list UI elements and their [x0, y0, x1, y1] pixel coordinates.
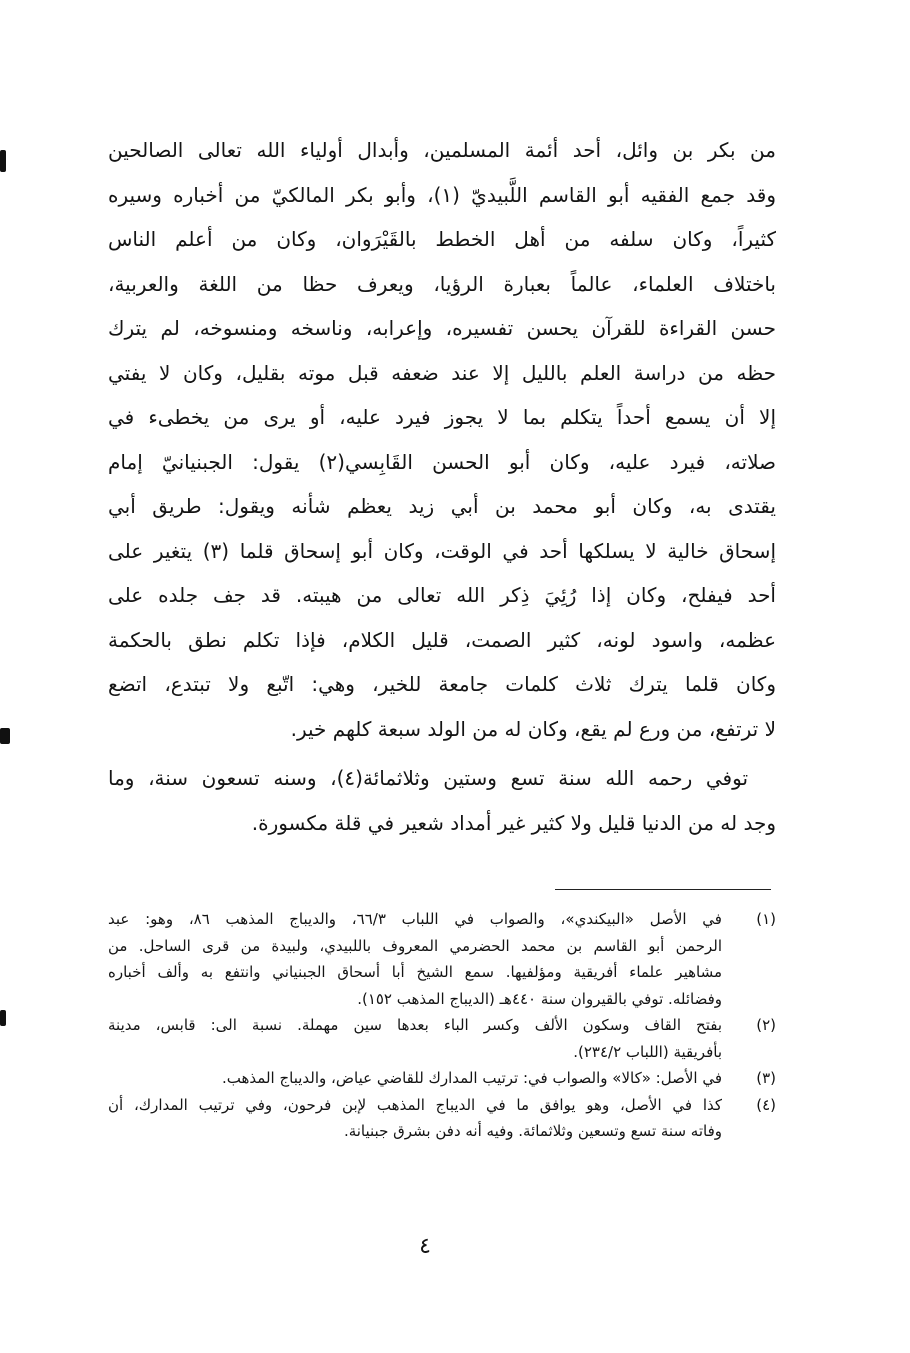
footnote — [108, 1065, 776, 1092]
text-line: وكان قلما يترك ثلاث كلمات جامعة للخير، وهي: اتّبع ولا تبتدع، اتضع — [108, 672, 776, 696]
footnote-line: وفاته سنة تسع وتسعين وثلاثمائة. وفيه أنه دفن بشرق جبنيانة. — [343, 1122, 722, 1140]
page-number: ٤ — [419, 1234, 431, 1259]
footnote-line: الرحمن أبو القاسم بن محمد الحضرمي المعروف باللبيدي، ولبيدة من قرى الساحل. من — [108, 936, 722, 955]
text-line: كثيراً، وكان سلفه من أهل الخطط بالقَيْرَوان، وكان من أعلم الناس — [108, 227, 776, 251]
scan-edge-mark — [0, 1010, 6, 1026]
footnote-separator — [555, 889, 771, 890]
footnote-line: وفضائله. توفي بالقيروان سنة ٤٤٠هـ (الديباج المذهب ١٥٢). — [357, 989, 722, 1008]
footnote-line: في الأصل «البيكندي»، والصواب في اللباب ٦٦/٣، والديباج المذهب ٨٦، وهو: عبد — [108, 910, 722, 928]
footnote-line: بفتح القاف وسكون الألف وكسر الباء بعدها سين مهملة. نسبة الى: قابس، مدينة — [108, 1016, 722, 1034]
text-line: عظمه، واسود لونه، كثير الصمت، قليل الكلام، فإذا تكلم نطق بالحكمة — [108, 627, 776, 652]
footnote-line: في الأصل: «كالا» والصواب في: ترتيب المدارك للقاضي عياض، والديباج المذهب. — [222, 1069, 722, 1087]
scan-edge-mark — [0, 728, 10, 744]
footnote-number: (١) — [756, 910, 776, 928]
text-line: إلا أن يسمع أحداً يتكلم بما لا يجوز فيرد عليه، أو يرى من يخطىء في — [108, 405, 776, 429]
footnote-number: (٤) — [756, 1095, 776, 1114]
scan-edge-mark — [0, 150, 6, 172]
text-line: وجد له من الدنيا قليل ولا كثير غير أمداد شعير في قلة مكسورة. — [251, 810, 776, 835]
text-line: إسحاق خالية لا يسلكها أحد في الوقت، وكان أبو إسحاق قلما (٣) يتغير على — [108, 538, 776, 563]
text-line: صلاته، فيرد عليه، وكان أبو الحسن القَابِسي(٢) يقول: الجبنيانيّ إمام — [108, 449, 776, 474]
footnotes — [108, 906, 776, 1145]
text-line: من بكر بن وائل، أحد أئمة المسلمين، وأبدال أولياء الله تعالى الصالحين — [108, 138, 776, 162]
text-line: يقتدى به، وكان أبو محمد بن أبي زيد يعظم شأنه ويقول: طريق أبي — [108, 494, 776, 518]
main-paragraph — [108, 128, 776, 751]
text-line: لا ترتفع، من ورع لم يقع، وكان له من الولد سبعة كلهم خير. — [290, 716, 776, 741]
footnote — [108, 1012, 776, 1065]
footnote-line: بأفريقية (اللباب ٢٣٤/٢). — [573, 1042, 722, 1061]
footnote-line: مشاهير علماء أفريقية ومؤلفيها. سمع الشيخ أبا أسحاق الجبنياني وانتفع به وألف أخباره — [108, 963, 722, 981]
text-line: أحد فيفلح، وكان إذا رُئِيَ ذِكر الله تعالى من هيبته. قد جف جلده على — [108, 583, 776, 607]
footnote-line: كذا في الأصل، وهو يوافق ما في الديباج المذهب لإبن فرحون، وفي ترتيب المدارك، أن — [108, 1095, 722, 1114]
footnote — [108, 906, 776, 1012]
text-line: حظه من دراسة العلم بالليل إلا عند ضعفه قبل موته بقليل، وكان لا يفتي — [108, 360, 776, 385]
text-line: حسن القراءة للقرآن يحسن تفسيره، وإعرابه، وناسخه ومنسوخه، لم يترك — [108, 316, 776, 340]
footnote-number: (٢) — [756, 1016, 776, 1034]
text-line: باختلاف العلماء، عالماً بعبارة الرؤيا، ويعرف حظا من اللغة والعربية، — [108, 271, 776, 296]
text-line: وقد جمع الفقيه أبو القاسم اللَّبيديّ (١)، وأبو بكر المالكيّ من أخباره وسيره — [108, 182, 776, 207]
footnote — [108, 1092, 776, 1145]
footnote-number: (٣) — [756, 1069, 776, 1087]
text-line: توفي رحمه الله سنة تسع وستين وثلاثمائة(٤)، وسنه تسعون سنة، وما — [108, 766, 749, 790]
second-paragraph — [108, 756, 776, 845]
